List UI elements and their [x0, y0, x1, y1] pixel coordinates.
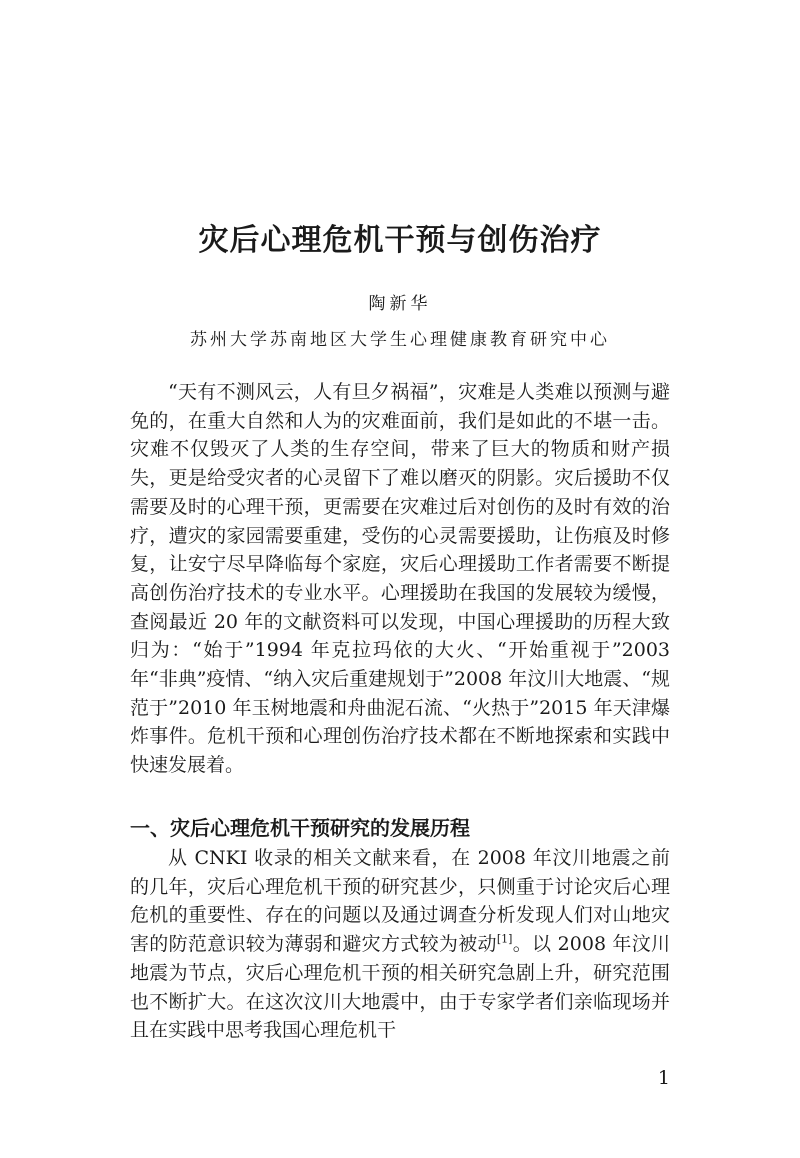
author-affiliation: 苏州大学苏南地区大学生心理健康教育研究中心	[190, 330, 610, 350]
section-paragraph-text-2: 。以 2008 年汶川地震为节点，灾后心理危机干预的相关研究急剧上升，研究范围也不断扩大。在这次汶川大地震中，由于专家学者们亲临现场并且在实践中思考我国心理危机干	[130, 933, 670, 1042]
citation-marker: [1]	[496, 932, 513, 946]
article-title: 灾后心理危机干预与创伤治疗	[198, 223, 602, 258]
section-paragraph	[130, 844, 670, 1045]
section-heading: 一、灾后心理危机干预研究的发展历程	[130, 816, 470, 840]
section-body	[130, 844, 670, 1045]
intro-paragraph: “天有不测风云，人有旦夕祸福”，灾难是人类难以预测与避免的，在重大自然和人为的灾难面前，我们是如此的不堪一击。灾难不仅毁灭了人类的生存空间，带来了巨大的物质和财产损失，更是给受灾者的心灵留下了难以磨灭的阴影。灾后援助不仅需要及时的心理干预，更需要在灾难过后对创伤的及时有效的治疗，遭灾的家园需要重建，受伤的心灵需要援助，让伤痕及时修复，让安宁尽早降临每个家庭，灾后心理援助工作者需要不断提高创伤治疗技术的专业水平。心理援助在我国的发展较为缓慢，查阅最近 20 年的文献资料可以发现，中国心理援助的历程大致归为：“始于”1994 年克拉玛依的大火、“开始重视于”2003 年“非典”疫情、“纳入灾后重建规划于”2008 年汶川大地震、“规范于”2010 年玉树地震和舟曲泥石流、“火热于”2015 年天津爆炸事件。危机干预和心理创伤治疗技术都在不断地探索和实践中快速发展着。	[130, 381, 670, 777]
intro-section	[130, 378, 670, 780]
page-number: 1	[657, 1067, 670, 1089]
section-paragraph-text-1: 从 CNKI 收录的相关文献来看，在 2008 年汶川地震之前的几年，灾后心理危机干预的研究甚少，只侧重于讨论灾后心理危机的重要性、存在的问题以及通过调查分析发现人们对山地灾害的防范意识较为薄弱和避灾方式较为被动	[130, 847, 670, 956]
author-name: 陶新华	[368, 294, 432, 314]
